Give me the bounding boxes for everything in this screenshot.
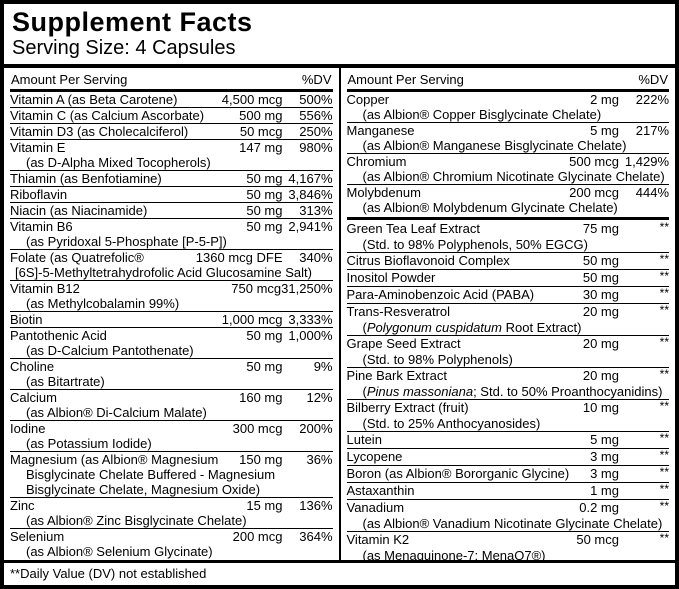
nutrient-dv: ** (659, 482, 669, 496)
nutrient-row-main (10, 328, 333, 343)
nutrient-name: Green Tea Leaf Extract (346, 221, 480, 236)
nutrient-amount: 5 mg (590, 123, 619, 138)
nutrient-detail: Bisglycinate Chelate, Magnesium Oxide) (26, 482, 261, 497)
nutrient-row (10, 186, 333, 202)
nutrient-row (10, 92, 333, 107)
nutrient-name: Boron (as Albion® Bororganic Glycine) (346, 466, 570, 481)
nutrient-name: Thiamin (as Benfotiamine) (10, 171, 162, 186)
nutrient-amount: 15 mg (246, 498, 283, 513)
nutrient-amount: 30 mg (582, 287, 619, 302)
nutrient-row-main (347, 368, 670, 384)
nutrient-row-main (10, 92, 333, 107)
nutrient-row (347, 482, 670, 499)
nutrient-row (10, 451, 333, 497)
nutrient-amount: 200 mcg (232, 529, 283, 544)
nutrient-dv: 136% (299, 498, 333, 513)
serving-size: Serving Size: 4 Capsules (12, 37, 236, 59)
nutrient-row (347, 303, 670, 335)
nutrient-row (10, 202, 333, 218)
nutrient-amount: 50 mg (246, 171, 283, 186)
nutrient-row (10, 528, 333, 559)
nutrient-amount: 50 mcg (576, 532, 619, 547)
nutrient-amount: 75 mg (582, 221, 619, 236)
nutrient-dv: ** (659, 335, 669, 349)
nutrient-name: Vitamin A (as Beta Carotene) (10, 92, 178, 107)
nutrient-row-main (10, 140, 333, 155)
nutrient-amount: 150 mg (239, 452, 283, 467)
nutrient-dv: ** (659, 499, 669, 513)
nutrient-dv: ** (659, 448, 669, 462)
daily-value-footnote: **Daily Value (DV) not established (4, 560, 675, 585)
nutrient-detail: (as Albion® Chromium Nicotinate Glycinate Chelate) (362, 169, 665, 184)
nutrient-detail: (as D-Alpha Mixed Tocopherols) (26, 155, 211, 170)
nutrient-amount: 50 mcg (239, 124, 283, 139)
nutrient-detail: (as Albion® Vanadium Nicotinate Glycinate Chelate) (362, 516, 663, 531)
nutrient-detail: (as Albion® Zinc Bisglycinate Chelate) (26, 513, 247, 528)
nutrient-row (347, 92, 670, 122)
right-rows (347, 92, 670, 563)
nutrient-dv: 9% (313, 359, 333, 374)
nutrient-row-main (10, 390, 333, 405)
nutrient-detail: (as Methylcobalamin 99%) (26, 296, 180, 311)
nutrient-row (347, 153, 670, 184)
nutrient-amount: 3 mg (590, 449, 619, 464)
nutrient-row (347, 399, 670, 431)
right-column-header (347, 68, 670, 92)
nutrient-row-main (10, 219, 333, 234)
nutrient-name: Vitamin D3 (as Cholecalciferol) (10, 124, 189, 139)
nutrient-name: Selenium (10, 529, 65, 544)
nutrient-dv: 4,167% (288, 171, 333, 186)
nutrient-row (347, 448, 670, 465)
nutrient-row (347, 122, 670, 153)
nutrient-row (347, 252, 670, 269)
nutrient-row-main (10, 529, 333, 544)
nutrient-amount: 50 mg (246, 219, 283, 234)
nutrient-row (10, 327, 333, 358)
nutrient-detail: (as Albion® Manganese Bisglycinate Chelate) (362, 138, 627, 153)
nutrient-row (10, 420, 333, 451)
nutrient-detail: (Std. to 98% Polyphenols) (362, 352, 513, 367)
nutrient-row-main (347, 449, 670, 465)
nutrient-row (10, 358, 333, 389)
nutrient-detail: (as Albion® Selenium Glycinate) (26, 544, 213, 559)
nutrient-name: Lycopene (346, 449, 403, 464)
nutrient-dv: 12% (306, 390, 333, 405)
nutrient-detail: (Polygonum cuspidatum Root Extract) (362, 320, 582, 335)
amount-per-serving-label: Amount Per Serving (11, 72, 128, 87)
nutrient-row-main (347, 253, 670, 269)
nutrient-dv: 444% (635, 185, 669, 200)
nutrient-row (347, 431, 670, 448)
nutrient-row (347, 499, 670, 531)
nutrient-row-main (347, 123, 670, 138)
nutrient-detail: (Std. to 25% Anthocyanosides) (362, 416, 541, 431)
nutrient-row-main (10, 452, 333, 467)
nutrient-amount: 3 mg (590, 466, 619, 481)
nutrient-dv: ** (659, 399, 669, 413)
nutrient-amount: 50 mg (246, 203, 283, 218)
nutrient-amount: 1,000 mcg (221, 312, 283, 327)
nutrient-row (347, 286, 670, 303)
nutrient-name: Vanadium (346, 500, 405, 515)
nutrient-dv: 250% (299, 124, 333, 139)
nutrient-row (10, 280, 333, 311)
nutrient-name: Trans-Resveratrol (346, 304, 451, 319)
nutrient-dv: ** (659, 220, 669, 234)
nutrient-row-main (347, 270, 670, 286)
nutrient-amount: 750 mcg (231, 281, 282, 296)
dv-label: %DV (301, 72, 332, 87)
nutrient-name: Choline (10, 359, 55, 374)
left-column-header (10, 68, 333, 92)
nutrient-name: Magnesium (as Albion® Magnesium (10, 452, 219, 467)
nutrient-detail: (Std. to 98% Polyphenols, 50% EGCG) (362, 237, 588, 252)
nutrient-amount: 500 mg (239, 108, 283, 123)
nutrient-name: Inositol Powder (346, 270, 436, 285)
nutrient-dv: 500% (299, 92, 333, 107)
nutrient-amount: 160 mg (239, 390, 283, 405)
nutrient-name: Pantothenic Acid (10, 328, 107, 343)
facts-columns (4, 68, 675, 563)
nutrient-amount: 10 mg (582, 400, 619, 415)
nutrient-row-main (347, 336, 670, 352)
nutrient-name: Pine Bark Extract (346, 368, 447, 383)
nutrient-row (10, 497, 333, 528)
nutrient-amount: 4,500 mcg (221, 92, 283, 107)
nutrient-name: Astaxanthin (346, 483, 415, 498)
nutrient-detail: [6S]-5-Methyltetrahydrofolic Acid Glucosamine Salt) (15, 265, 312, 280)
nutrient-name: Biotin (10, 312, 43, 327)
nutrient-detail: (as Bitartrate) (26, 374, 105, 389)
left-column (4, 68, 339, 560)
nutrient-dv: 200% (299, 421, 333, 436)
nutrient-name: Grape Seed Extract (346, 336, 461, 351)
nutrient-row-main (10, 171, 333, 186)
nutrient-name: Calcium (10, 390, 57, 405)
nutrient-dv: 3,333% (288, 312, 333, 327)
nutrient-name: Bilberry Extract (fruit) (346, 400, 469, 415)
nutrient-row-main (10, 312, 333, 327)
nutrient-detail: (as Potassium Iodide) (26, 436, 152, 451)
nutrient-amount: 2 mg (590, 92, 619, 107)
nutrient-name: Iodine (10, 421, 46, 436)
nutrient-amount: 300 mcg (232, 421, 283, 436)
nutrient-amount: 0.2 mg (579, 500, 619, 515)
nutrient-name: Para-Aminobenzoic Acid (PABA) (346, 287, 535, 302)
nutrient-row-main (10, 281, 333, 296)
nutrient-dv: ** (659, 367, 669, 381)
nutrient-amount: 1360 mcg DFE (195, 250, 283, 265)
nutrient-row-main (347, 432, 670, 448)
nutrient-row-main (347, 154, 670, 169)
nutrient-dv: 313% (299, 203, 333, 218)
nutrient-row-main (347, 532, 670, 548)
nutrient-row (347, 531, 670, 563)
panel-header (4, 4, 675, 62)
nutrient-row-main (347, 466, 670, 482)
nutrient-detail: (as Menaquinone-7; MenaQ7®) (362, 548, 546, 563)
nutrient-row (347, 217, 670, 252)
nutrient-row (347, 465, 670, 482)
nutrient-detail: (as Albion® Copper Bisglycinate Chelate) (362, 107, 602, 122)
nutrient-dv: 217% (635, 123, 669, 138)
nutrient-row-main (347, 500, 670, 516)
nutrient-row-main (10, 498, 333, 513)
nutrient-dv: ** (659, 465, 669, 479)
nutrient-row (10, 249, 333, 280)
nutrient-name: Vitamin B6 (10, 219, 73, 234)
nutrient-amount: 20 mg (582, 336, 619, 351)
nutrient-dv: ** (659, 286, 669, 300)
panel-title: Supplement Facts (12, 7, 253, 37)
nutrient-name: Riboflavin (10, 187, 68, 202)
nutrient-amount: 50 mg (582, 253, 619, 268)
nutrient-name: Niacin (as Niacinamide) (10, 203, 148, 218)
nutrient-detail: (as Pyridoxal 5-Phosphate [P-5-P]) (26, 234, 227, 249)
nutrient-dv: ** (659, 252, 669, 266)
nutrient-amount: 500 mcg (569, 154, 619, 169)
nutrient-row (10, 139, 333, 170)
nutrient-row (347, 269, 670, 286)
nutrient-amount: 20 mg (582, 304, 619, 319)
nutrient-dv: 2,941% (288, 219, 333, 234)
nutrient-row (347, 335, 670, 367)
dv-label: %DV (638, 72, 668, 87)
nutrient-name: Vitamin B12 (10, 281, 80, 296)
nutrient-dv: 1,429% (624, 154, 669, 169)
nutrient-amount: 50 mg (246, 328, 283, 343)
nutrient-row-main (10, 108, 333, 123)
nutrient-row-main (10, 421, 333, 436)
nutrient-detail: Bisglycinate Chelate Buffered - Magnesium (26, 467, 276, 482)
nutrient-detail: (Pinus massoniana; Std. to 50% Proanthocyanidins) (362, 384, 663, 399)
nutrient-dv: 340% (299, 250, 333, 265)
nutrient-name: Zinc (10, 498, 35, 513)
nutrient-dv: ** (659, 431, 669, 445)
nutrient-dv: 556% (299, 108, 333, 123)
nutrient-row-main (10, 359, 333, 374)
nutrient-dv: 1,000% (288, 328, 333, 343)
nutrient-dv: 31,250% (281, 281, 333, 296)
nutrient-amount: 50 mg (246, 359, 283, 374)
nutrient-dv: ** (659, 303, 669, 317)
nutrient-row-main (10, 187, 333, 202)
nutrient-row-main (10, 250, 333, 265)
nutrient-name: Manganese (346, 123, 415, 138)
left-rows (10, 92, 333, 559)
nutrient-amount: 50 mg (582, 270, 619, 285)
nutrient-dv: 222% (635, 92, 669, 107)
nutrient-row-main (347, 185, 670, 200)
nutrient-dv: 3,846% (288, 187, 333, 202)
nutrient-name: Molybdenum (346, 185, 421, 200)
nutrient-row (10, 107, 333, 123)
nutrient-row (10, 123, 333, 139)
right-column (341, 68, 676, 563)
nutrient-row-main (347, 221, 670, 237)
nutrient-detail: (as Albion® Molybdenum Glycinate Chelate) (362, 200, 618, 215)
nutrient-row-main (10, 124, 333, 139)
nutrient-dv: 36% (306, 452, 333, 467)
nutrient-amount: 50 mg (246, 187, 283, 202)
nutrient-row-main (347, 287, 670, 303)
nutrient-name: Copper (346, 92, 390, 107)
nutrient-row-main (347, 92, 670, 107)
nutrient-dv: ** (659, 531, 669, 545)
nutrient-name: Citrus Bioflavonoid Complex (346, 253, 510, 268)
nutrient-amount: 147 mg (239, 140, 283, 155)
nutrient-dv: ** (659, 269, 669, 283)
nutrient-dv: 364% (299, 529, 333, 544)
nutrient-dv: 980% (299, 140, 333, 155)
nutrient-row (10, 218, 333, 249)
nutrient-row (10, 170, 333, 186)
nutrient-amount: 5 mg (590, 432, 619, 447)
nutrient-detail: (as Albion® Di-Calcium Malate) (26, 405, 207, 420)
nutrient-row (10, 311, 333, 327)
nutrient-row (347, 184, 670, 215)
nutrient-row-main (347, 483, 670, 499)
nutrient-name: Folate (as Quatrefolic® (10, 250, 144, 265)
nutrient-name: Lutein (346, 432, 382, 447)
amount-per-serving-label: Amount Per Serving (347, 72, 464, 87)
nutrient-amount: 20 mg (582, 368, 619, 383)
nutrient-detail: (as D-Calcium Pantothenate) (26, 343, 194, 358)
nutrient-name: Vitamin K2 (346, 532, 410, 547)
nutrient-row-main (347, 304, 670, 320)
nutrient-name: Chromium (346, 154, 407, 169)
nutrient-row (347, 367, 670, 399)
nutrient-row (10, 389, 333, 420)
nutrient-row-main (10, 203, 333, 218)
nutrient-name: Vitamin E (10, 140, 66, 155)
nutrient-row-main (347, 400, 670, 416)
nutrient-name: Vitamin C (as Calcium Ascorbate) (10, 108, 205, 123)
nutrient-amount: 200 mcg (569, 185, 619, 200)
nutrient-amount: 1 mg (590, 483, 619, 498)
